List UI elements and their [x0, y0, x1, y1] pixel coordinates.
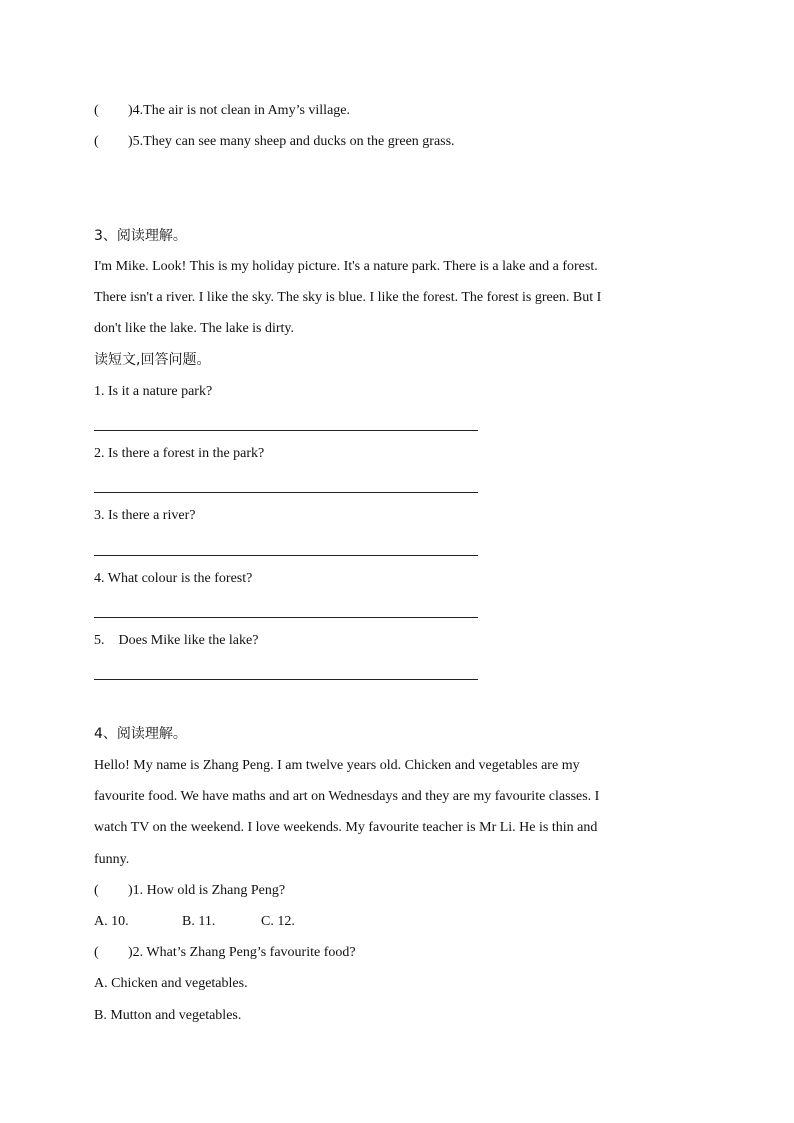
option-a[interactable]: A. 10. [94, 914, 129, 929]
mc-options-1 [94, 912, 295, 932]
answer-blank[interactable]: ( [94, 134, 99, 149]
section-4-passage-line: funny. [94, 852, 130, 867]
question-1: 1. Is it a nature park? [94, 384, 213, 399]
mc-question-text: )1. How old is Zhang Peng? [128, 883, 286, 898]
question-2: 2. Is there a forest in the park? [94, 446, 265, 461]
answer-blank[interactable]: ( [94, 103, 99, 118]
option-c[interactable]: C. 12. [261, 914, 295, 929]
mc-question-1 [94, 881, 285, 901]
tf-item-4 [94, 101, 350, 121]
answer-line-4[interactable] [94, 617, 478, 618]
tf-item-text: )5.They can see many sheep and ducks on the green grass. [128, 134, 455, 149]
section-3-instruction: 读短文,回答问题。 [94, 352, 211, 368]
question-4: 4. What colour is the forest? [94, 571, 253, 586]
section-4-passage-line: watch TV on the weekend. I love weekends. My favourite teacher is Mr Li. He is thin and [94, 820, 598, 835]
section-3-passage-line: I'm Mike. Look! This is my holiday picture. It's a nature park. There is a lake and a forest. [94, 259, 598, 274]
answer-line-5[interactable] [94, 679, 478, 680]
section-4-passage-line: favourite food. We have maths and art on Wednesdays and they are my favourite classes. I [94, 789, 600, 804]
option-b[interactable]: B. Mutton and vegetables. [94, 1008, 242, 1023]
option-b[interactable]: B. 11. [182, 914, 216, 929]
mc-question-2 [94, 943, 356, 963]
section-4-passage-line: Hello! My name is Zhang Peng. I am twelve years old. Chicken and vegetables are my [94, 758, 580, 773]
answer-line-1[interactable] [94, 430, 478, 431]
answer-line-3[interactable] [94, 555, 478, 556]
answer-line-2[interactable] [94, 492, 478, 493]
option-a[interactable]: A. Chicken and vegetables. [94, 976, 248, 991]
section-4-heading: 4、阅读理解。 [94, 726, 187, 742]
answer-blank[interactable]: ( [94, 883, 99, 898]
tf-item-text: )4.The air is not clean in Amy’s village. [128, 103, 351, 118]
section-3-passage-line: don't like the lake. The lake is dirty. [94, 321, 295, 336]
tf-item-5 [94, 132, 455, 152]
section-3-passage-line: There isn't a river. I like the sky. The sky is blue. I like the forest. The forest is green. But I [94, 290, 602, 305]
question-5: 5. Does Mike like the lake? [94, 633, 259, 648]
question-3: 3. Is there a river? [94, 508, 196, 523]
section-3-heading: 3、阅读理解。 [94, 228, 187, 244]
answer-blank[interactable]: ( [94, 945, 99, 960]
mc-question-text: )2. What’s Zhang Peng’s favourite food? [128, 945, 356, 960]
